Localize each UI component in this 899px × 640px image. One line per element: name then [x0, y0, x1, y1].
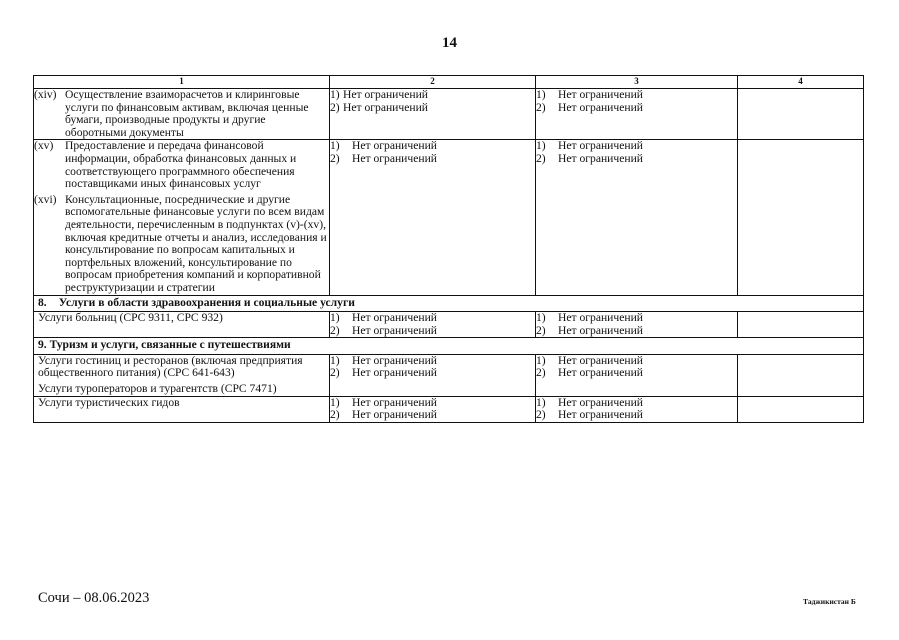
service-number: (xv)	[34, 139, 54, 153]
limitation-line	[330, 367, 535, 380]
limitation-text: Нет ограничений	[558, 139, 643, 153]
limitation-text: Нет ограничений	[343, 100, 428, 114]
limitations-cell	[536, 89, 738, 140]
section-header-row	[34, 295, 864, 312]
limitation-number: 1)	[536, 88, 546, 101]
limitation-number: 1)	[330, 311, 340, 325]
limitation-line	[536, 409, 737, 422]
section-number: 8.	[38, 295, 47, 309]
limitation-line	[330, 89, 535, 102]
limitation-text: Нет ограничений	[352, 151, 437, 165]
limitation-text: Нет ограничений	[558, 395, 643, 409]
service-cell	[34, 396, 330, 422]
service-cell	[34, 312, 330, 338]
limitation-text: Нет ограничений	[343, 88, 428, 101]
limitation-number: 2)	[330, 323, 340, 337]
limitation-text: Нет ограничений	[558, 323, 643, 337]
service-item	[34, 140, 329, 190]
empty-cell	[738, 89, 864, 140]
section-title: 9. Туризм и услуги, связанные с путешествиями	[38, 338, 291, 352]
service-description: Консультационные, посреднические и другие вспомогательные финансовые услуги по всем видам деятельности, перечисленным в подпунктах (v)-(xv), включая кредитные отчеты и анализ, исследования и консультирование по вопросам капитальных и портфельных вложений, консультирование по вопросам приобретения компаний и корпоративной реструктуризации и стратегии	[65, 192, 327, 294]
limitation-number: 2)	[536, 323, 546, 337]
limitation-text: Нет ограничений	[352, 366, 437, 380]
table-row	[34, 354, 864, 396]
limitation-text: Нет ограничений	[558, 100, 643, 114]
service-item	[34, 194, 329, 295]
limitation-number: 1)	[330, 353, 340, 367]
footer-country-label: Таджикистан Б	[803, 597, 856, 606]
limitation-text: Нет ограничений	[352, 353, 437, 367]
limitation-text: Нет ограничений	[558, 366, 643, 380]
limitation-number: 2)	[330, 408, 340, 422]
limitation-line	[536, 102, 737, 115]
limitation-text: Нет ограничений	[558, 311, 643, 325]
limitation-line	[330, 153, 535, 166]
limitations-cell	[330, 89, 536, 140]
column-header-4: 4	[738, 76, 864, 89]
limitations-cell	[536, 312, 738, 338]
limitation-number: 1)	[536, 139, 546, 153]
table-row	[34, 396, 864, 422]
limitation-text: Нет ограничений	[352, 139, 437, 153]
service-item	[34, 89, 329, 139]
limitation-number: 2)	[536, 366, 546, 380]
limitation-number: 2)	[536, 100, 546, 114]
service-description: Услуги гостиниц и ресторанов (включая предприятия общественного питания) (CPC 641-643)	[38, 353, 303, 380]
section-header	[34, 295, 864, 312]
limitation-number: 1)	[330, 88, 340, 101]
empty-cell	[738, 312, 864, 338]
limitation-number: 2)	[536, 408, 546, 422]
limitation-number: 2)	[536, 151, 546, 165]
limitation-line	[330, 409, 535, 422]
limitation-number: 1)	[536, 311, 546, 325]
limitation-line	[536, 89, 737, 102]
footer-place-date: Сочи – 08.06.2023	[38, 590, 150, 606]
limitation-number: 1)	[536, 353, 546, 367]
service-cell	[34, 140, 330, 295]
limitation-text: Нет ограничений	[558, 408, 643, 422]
limitation-line	[330, 102, 535, 115]
limitation-number: 2)	[330, 100, 340, 114]
limitation-text: Нет ограничений	[352, 408, 437, 422]
limitations-cell	[330, 396, 536, 422]
column-header-2: 2	[330, 76, 536, 89]
limitation-number: 2)	[330, 366, 340, 380]
limitations-cell	[330, 354, 536, 396]
section-title: Услуги в области здравоохранения и социальные услуги	[58, 295, 355, 309]
limitation-text: Нет ограничений	[352, 395, 437, 409]
service-number: (xiv)	[34, 88, 57, 101]
section-header-row	[34, 338, 864, 355]
service-number: (xvi)	[34, 192, 57, 206]
service-description: Услуги туристических гидов	[38, 395, 180, 409]
limitations-cell	[330, 140, 536, 295]
limitation-number: 1)	[536, 395, 546, 409]
limitation-number: 1)	[330, 139, 340, 153]
limitation-line	[536, 312, 737, 325]
empty-cell	[738, 354, 864, 396]
limitation-text: Нет ограничений	[558, 151, 643, 165]
limitation-line	[536, 153, 737, 166]
service-description: Услуги больниц (CPC 9311, CPC 932)	[38, 311, 223, 325]
limitation-text: Нет ограничений	[558, 88, 643, 101]
column-header-1: 1	[34, 76, 330, 89]
section-header	[34, 338, 864, 355]
limitation-text: Нет ограничений	[558, 353, 643, 367]
commitments-table	[33, 75, 864, 423]
limitations-cell	[536, 396, 738, 422]
limitations-cell	[536, 140, 738, 295]
service-description: Услуги туроператоров и турагентств (CPC 7471)	[38, 382, 277, 396]
limitation-text: Нет ограничений	[352, 311, 437, 325]
table-row	[34, 89, 864, 140]
limitation-number: 2)	[330, 151, 340, 165]
limitation-line	[536, 325, 737, 338]
limitations-cell	[330, 312, 536, 338]
limitation-line	[330, 312, 535, 325]
service-description: Осуществление взаиморасчетов и клиринговые услуги по финансовым активам, включая ценные бумаги, производные продукты и другие оборотными документы	[65, 88, 309, 139]
limitations-cell	[536, 354, 738, 396]
limitation-line	[536, 367, 737, 380]
empty-cell	[738, 140, 864, 295]
empty-cell	[738, 396, 864, 422]
table-row	[34, 312, 864, 338]
limitation-number: 1)	[330, 395, 340, 409]
limitation-line	[330, 325, 535, 338]
table-header-row	[34, 76, 864, 89]
service-cell	[34, 89, 330, 140]
service-cell	[34, 354, 330, 396]
page-number: 14	[442, 35, 457, 51]
table-row	[34, 140, 864, 295]
column-header-3: 3	[536, 76, 738, 89]
limitation-text: Нет ограничений	[352, 323, 437, 337]
service-description: Предоставление и передача финансовой информации, обработка финансовых данных и соответствующего программного обеспечения поставщиками иных финансовых услуг	[65, 139, 297, 191]
